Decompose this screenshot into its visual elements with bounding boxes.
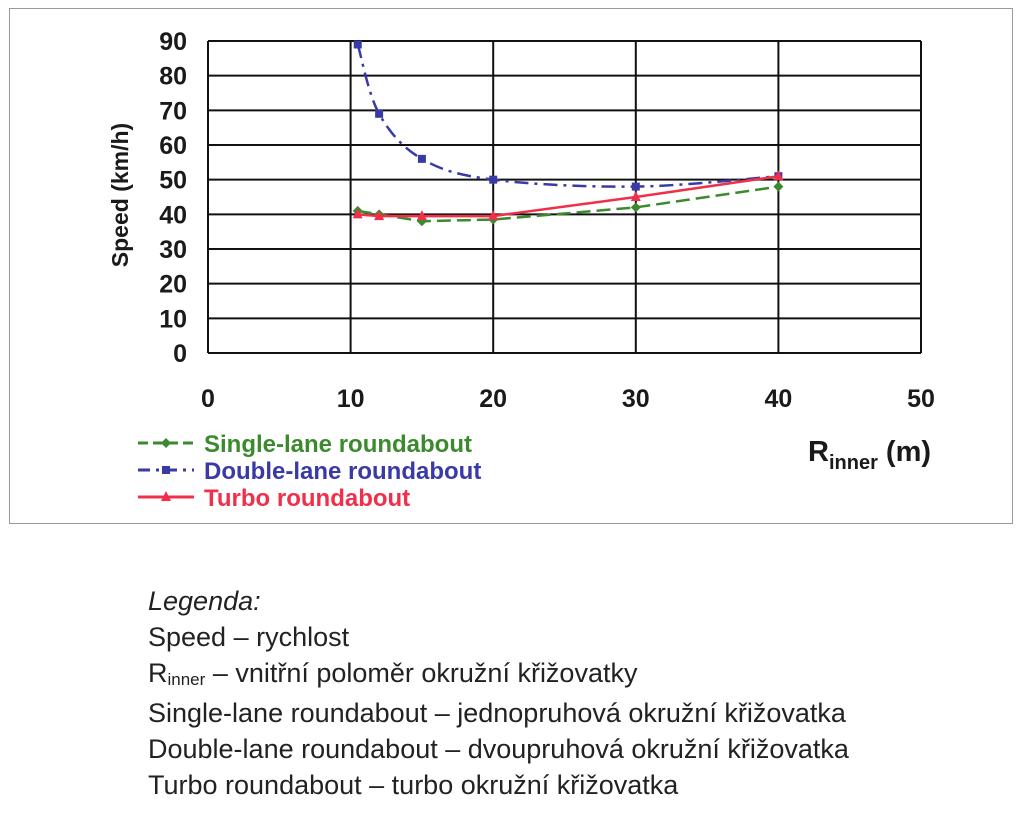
note-turbo: Turbo roundabout – turbo okružní křižovatka — [148, 770, 679, 800]
y-tick-label: 10 — [159, 305, 187, 334]
y-tick-label: 0 — [173, 340, 187, 368]
y-tick-label: 30 — [159, 236, 187, 264]
y-axis-ticks — [159, 28, 187, 368]
x-axis-title-unit: (m) — [877, 436, 932, 468]
chart-series — [353, 40, 784, 226]
x-tick-label: 30 — [621, 385, 650, 413]
data-point-double-lane-roundabout — [375, 110, 383, 118]
x-tick-label: 0 — [201, 385, 215, 413]
x-tick-label: 50 — [907, 385, 935, 413]
note-rinner-prefix: R — [148, 658, 168, 688]
note-rinner-sub: inner — [167, 670, 206, 689]
x-tick-label: 10 — [336, 385, 365, 413]
x-axis-ticks — [201, 385, 935, 413]
data-point-single-lane-roundabout — [631, 202, 641, 212]
y-axis-title: Speed (km/h) — [107, 122, 133, 268]
y-tick-label: 60 — [159, 132, 187, 160]
x-axis-title — [808, 436, 931, 474]
note-rinner-rest: – vnitřní poloměr okružní křižovatky — [205, 658, 638, 688]
legend-label-turbo-roundabout: Turbo roundabout — [204, 485, 411, 512]
notes-heading: Legenda: — [148, 586, 261, 616]
note-single-lane: Single-lane roundabout – jednopruhová okružní křižovatka — [148, 698, 846, 728]
legend-label-double-lane-roundabout: Double-lane roundabout — [204, 458, 482, 485]
data-point-double-lane-roundabout — [354, 40, 362, 48]
series-line-turbo-roundabout — [358, 176, 779, 216]
chart-legend — [138, 431, 481, 512]
x-axis-title-sub: inner — [828, 452, 878, 474]
data-point-double-lane-roundabout — [489, 176, 497, 184]
y-tick-label: 20 — [159, 270, 187, 299]
legend-notes — [148, 583, 849, 803]
y-tick-label: 50 — [159, 166, 187, 195]
chart-grid — [208, 41, 921, 353]
legend-label-single-lane-roundabout: Single-lane roundabout — [204, 431, 472, 458]
data-point-double-lane-roundabout — [418, 155, 426, 163]
y-tick-label: 80 — [159, 62, 187, 91]
data-point-single-lane-roundabout — [773, 182, 783, 192]
legend-marker-single-lane-roundabout — [161, 438, 171, 448]
y-tick-label: 40 — [159, 201, 187, 230]
x-tick-label: 40 — [764, 385, 793, 413]
data-point-double-lane-roundabout — [632, 183, 640, 191]
x-tick-label: 20 — [479, 385, 508, 413]
note-speed: Speed – rychlost — [148, 622, 350, 652]
series-line-double-lane-roundabout — [358, 44, 779, 186]
note-double-lane: Double-lane roundabout – dvoupruhová okružní křižovatka — [148, 734, 849, 764]
y-tick-label: 90 — [159, 28, 187, 56]
y-tick-label: 70 — [159, 97, 187, 126]
note-rinner — [148, 655, 849, 695]
x-axis-title-main: R — [808, 436, 829, 468]
legend-marker-double-lane-roundabout — [162, 466, 170, 474]
